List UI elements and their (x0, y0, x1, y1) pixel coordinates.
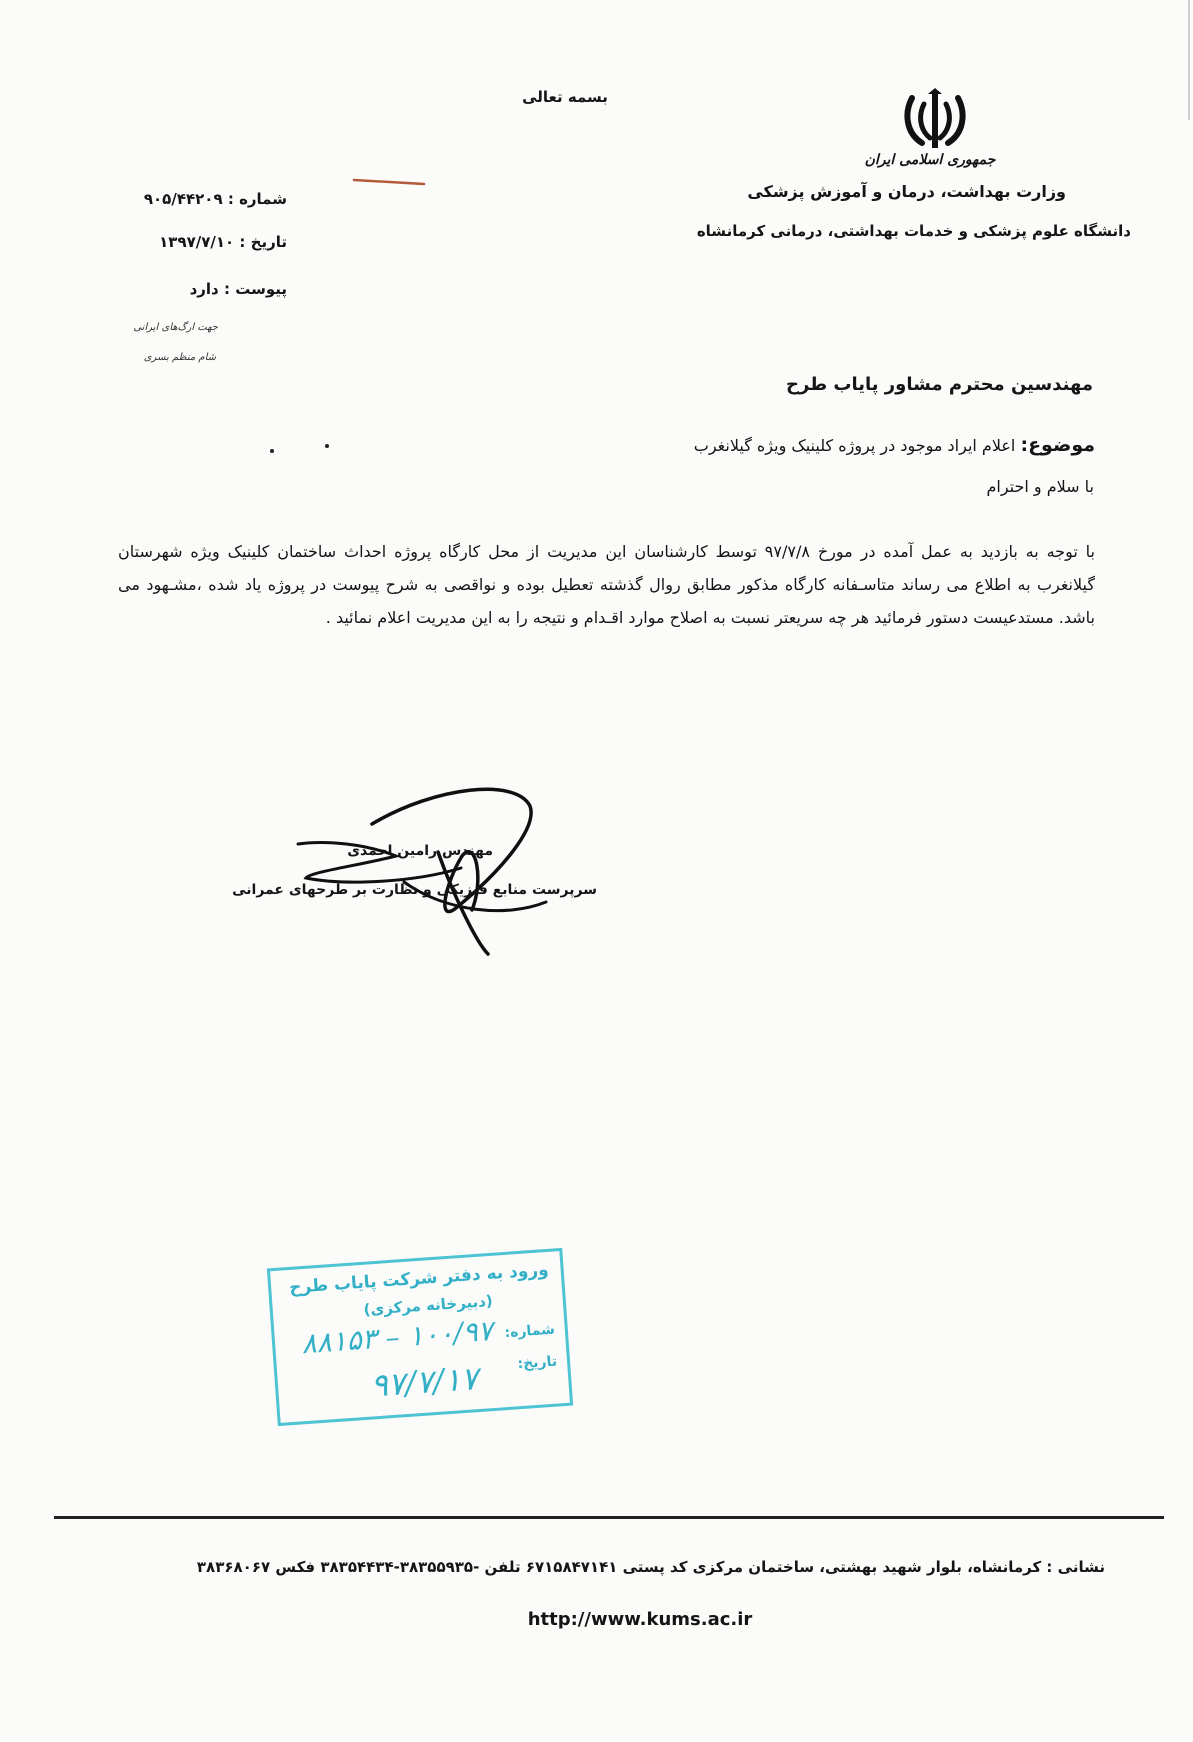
subject-line (694, 434, 1095, 456)
stamp-title: ورود به دفتر شرکت پایاب طرح (288, 1259, 550, 1298)
dot-mark (270, 449, 274, 453)
handwritten-note-2: شام منظم بسری (143, 352, 216, 363)
letter-number (144, 190, 287, 208)
ministry-name: وزارت بهداشت، درمان و آموزش پزشکی (747, 182, 1066, 201)
handwritten-signature (286, 782, 616, 957)
recipient: مهندسین محترم مشاور پایاب طرح (786, 374, 1093, 395)
handwritten-note-1: جهت ارگ‌های ایرانی (133, 322, 218, 333)
stamp-date-value: ۹۷/۷/۱۷ (369, 1359, 480, 1405)
signer-title: سرپرست منابع فیزیکی و نظارت بر طرحهای عمرانی (232, 882, 597, 898)
letter-attachment (190, 280, 287, 298)
footer-address: نشانی : کرمانشاه، بلوار شهید بهشتی، ساختمان مرکزی کد پستی ۶۷۱۵۸۴۷۱۴۱ تلفن -۳۸۳۵۵۹۳۵-۳۸۳۵۴۴۳۴ فکس ۳۸۳۶۸۰۶۷ (196, 1558, 1105, 1576)
received-stamp (267, 1248, 573, 1426)
letter-date (159, 233, 287, 251)
iran-emblem-icon (900, 88, 970, 153)
stamp-subtitle: (دبیرخانه مرکزی) (363, 1291, 494, 1319)
subject-text: اعلام ایراد موجود در پروژه کلینیک ویژه گیلانغرب (693, 436, 1016, 455)
subject-label: موضوع: (1020, 434, 1095, 456)
footer-divider (54, 1516, 1164, 1519)
letter-attachment-label: پیوست : (223, 280, 287, 298)
letter-date-value: ۱۳۹۷/۷/۱۰ (159, 233, 235, 251)
greeting: با سلام و احترام (986, 477, 1094, 496)
letter-number-label: شماره : (227, 190, 287, 208)
stamp-date-label: تاریخ: (517, 1353, 558, 1373)
letter-date-label: تاریخ : (239, 233, 287, 251)
letter-attachment-value: دارد (189, 280, 219, 298)
footer-url: http://www.kums.ac.ir (527, 1609, 753, 1630)
stamp-number-label: شماره: (504, 1321, 556, 1342)
invocation: بسمه تعالی (522, 88, 608, 106)
dot-mark (325, 444, 329, 448)
signer-name: مهندس رامین احمدی (347, 843, 493, 859)
letter-body: با توجه به بازدید به عمل آمده در مورخ ۹۷/۷/۸ توسط کارشناسان این مدیریت از محل کارگاه پروژه احداث ساختمان کلینیک ویژه شهرستان گیلانغرب به اطلاع می رساند متاسـفانه کارگاه مذکور مطابق روال گذشته تعطیل بوده و نواقصی به شرح پیوست در پروژه یاد شده ،مشـهود می باشد. مستدعیست دستور فرمائید هر چه سریعتر نسبت به اصلاح موارد اقـدام و نتیجه را به این مدیریت اعلام نمائید . (118, 542, 1095, 627)
letter-number-value: ۹۰۵/۴۴۲۰۹ (143, 190, 223, 208)
pen-stroke-mark (352, 177, 426, 187)
scan-edge (1188, 0, 1190, 120)
country-name: جمهوری اسلامی ایران (864, 152, 996, 168)
stamp-number-value: ۱۰۰/۹۷ – ۸۸۱۵۳ (300, 1313, 494, 1361)
university-name: دانشگاه علوم پزشکی و خدمات بهداشتی، درمانی کرمانشاه (696, 222, 1131, 240)
